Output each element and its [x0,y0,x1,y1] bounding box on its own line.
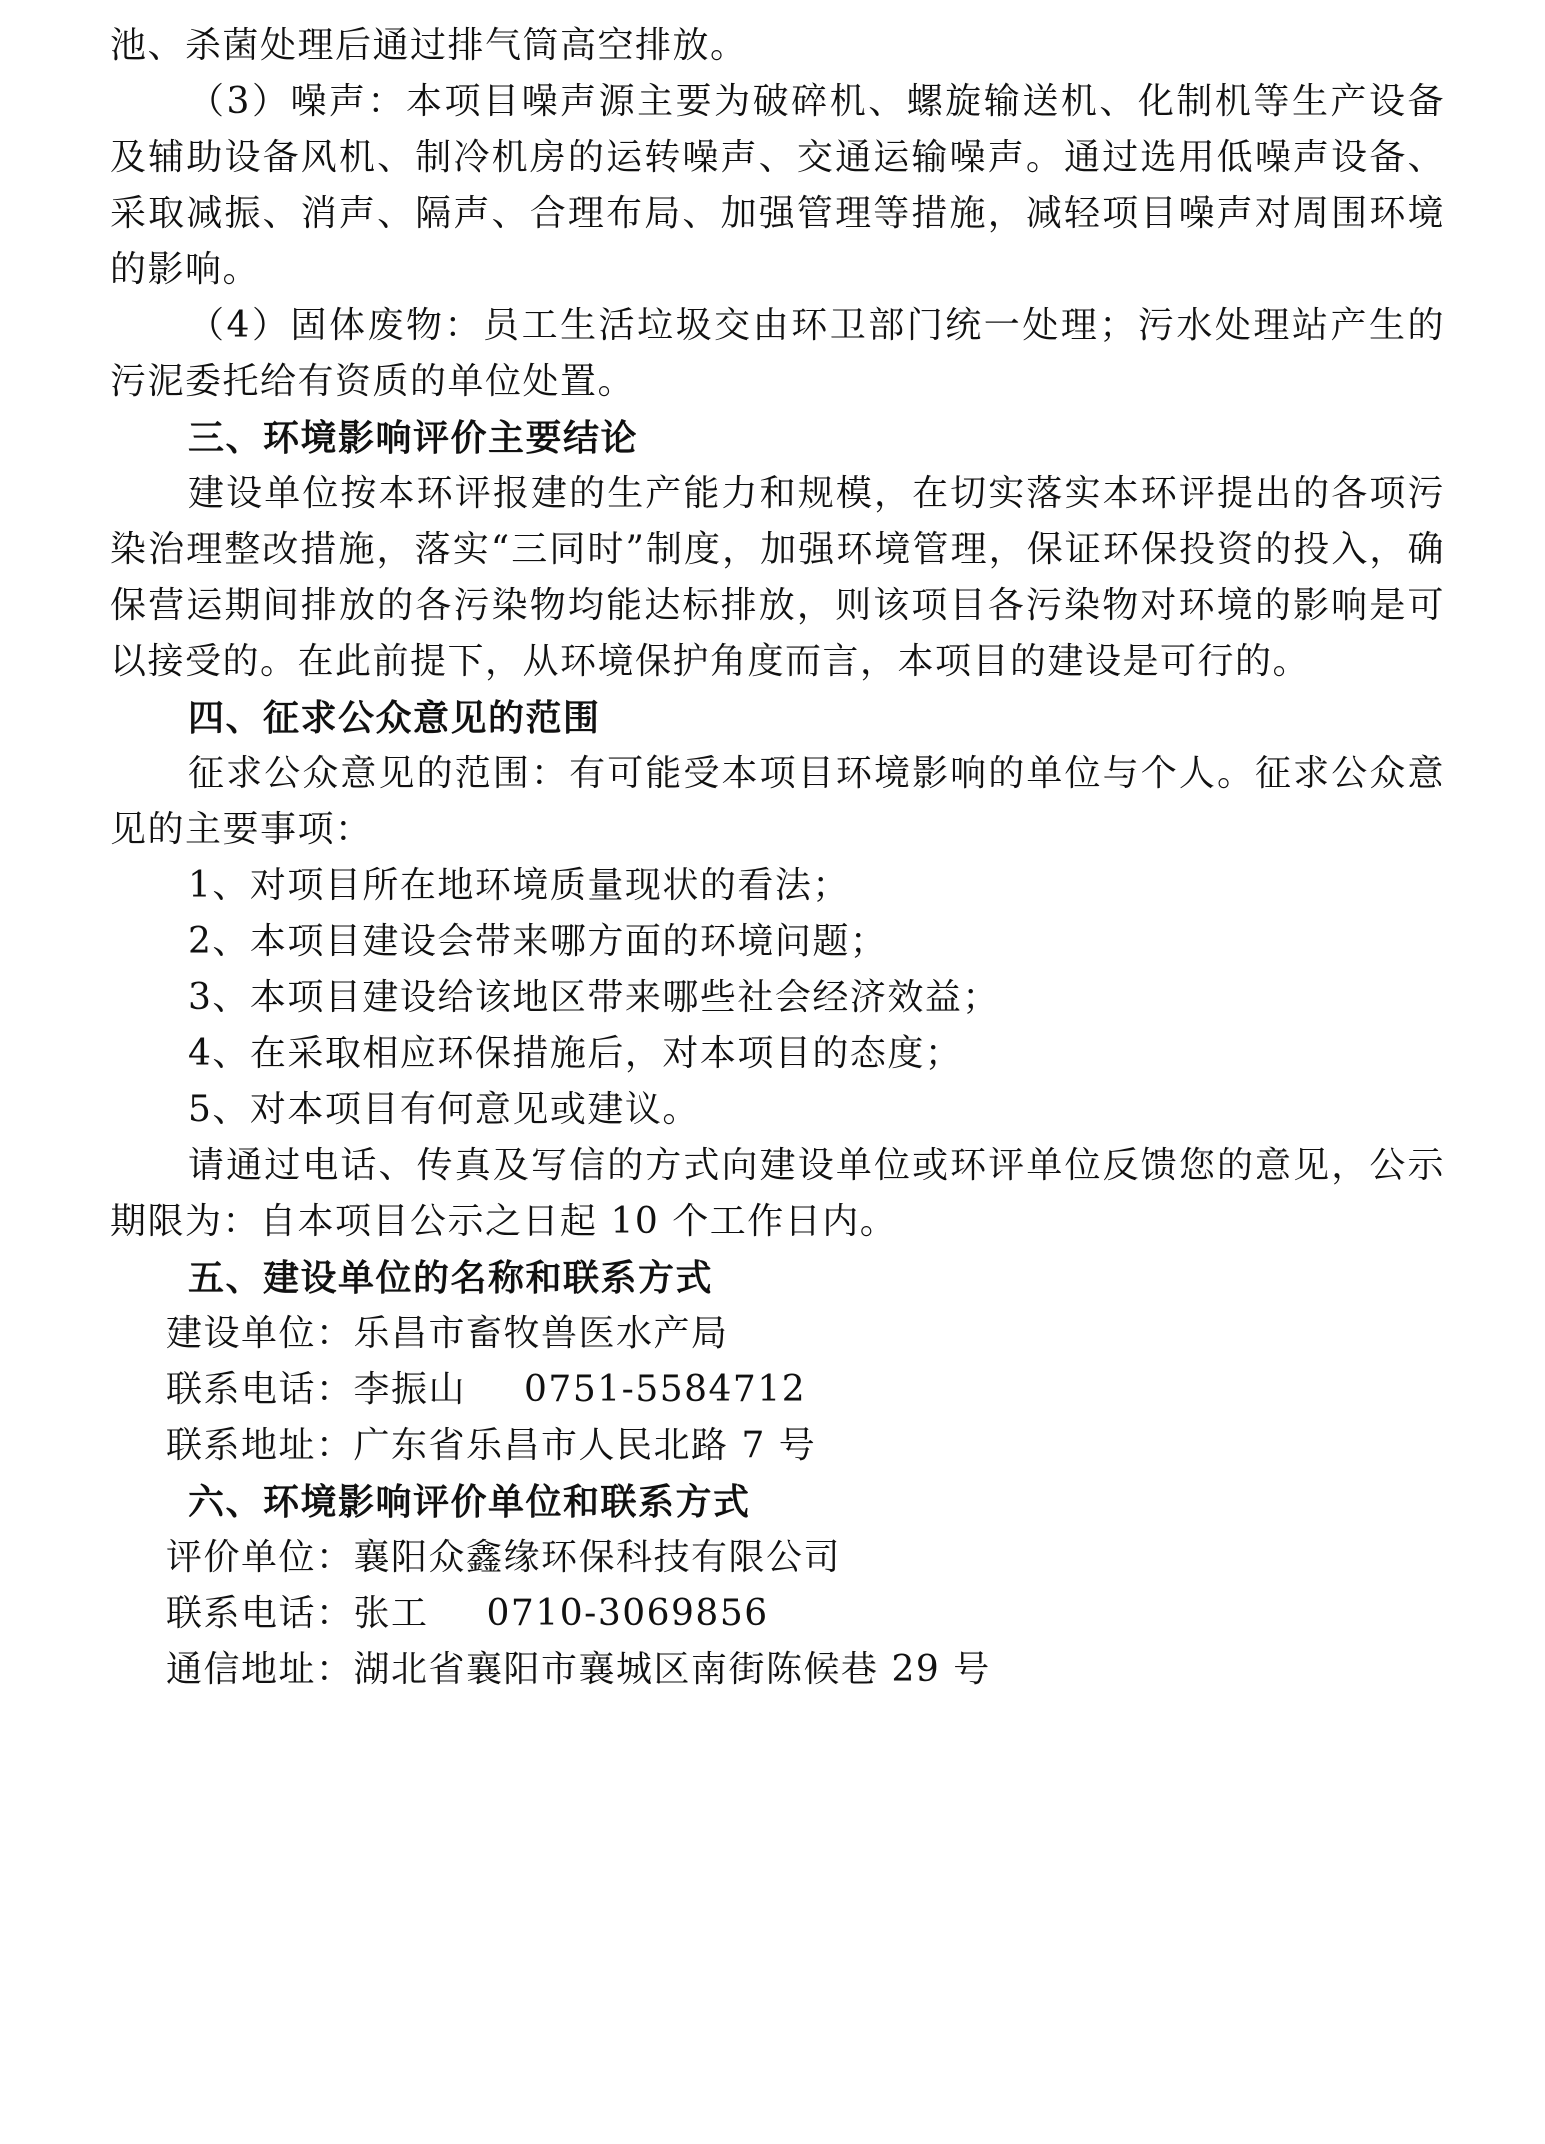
paragraph-feedback: 请通过电话、传真及写信的方式向建设单位或环评单位反馈您的意见，公示期限为：自本项目公示之日起 10 个工作日内。 [110,1145,1445,1242]
evaluator-address-value: 湖北省襄阳市襄城区南街陈候巷 29 号 [353,1649,991,1690]
list-item: 3、本项目建设给该地区带来哪些社会经济效益； [188,977,1000,1018]
evaluator-phone [110,1586,1445,1642]
paragraph-noise: （3）噪声：本项目噪声源主要为破碎机、螺旋输送机、化制机等生产设备及辅助设备风机、制冷机房的运转噪声、交通运输噪声。通过选用低噪声设备、采取减振、消声、隔声、合理布局、加强管理等措施，减轻项目噪声对周围环境的影响。 [110,81,1445,290]
evaluator-phone-label: 联系电话： [166,1593,354,1634]
builder-unit-value: 乐昌市畜牧兽医水产局 [353,1313,729,1354]
paragraph-solid-waste: （4）固体废物：员工生活垃圾交由环卫部门统一处理；污水处理站产生的污泥委托给有资质的单位处置。 [110,305,1445,402]
builder-address [110,1418,1445,1474]
heading-builder-contact: 五、建设单位的名称和联系方式 [188,1257,714,1299]
evaluator-phone-person: 张工 [353,1593,429,1634]
evaluator-address-label: 通信地址： [166,1649,354,1690]
list-item: 4、在采取相应环保措施后，对本项目的态度； [188,1033,963,1074]
paragraph-scope: 征求公众意见的范围：有可能受本项目环境影响的单位与个人。征求公众意见的主要事项： [110,753,1445,850]
list-item: 5、对本项目有何意见或建议。 [188,1089,700,1130]
builder-unit [110,1306,1445,1362]
list-item: 2、本项目建设会带来哪方面的环境问题； [188,921,888,962]
builder-phone [110,1362,1445,1418]
builder-address-value: 广东省乐昌市人民北路 7 号 [353,1425,817,1466]
evaluator-unit-label: 评价单位： [166,1537,354,1578]
evaluator-phone-number: 0710-3069856 [486,1593,769,1634]
paragraph-conclusion: 建设单位按本环评报建的生产能力和规模，在切实落实本环评提出的各项污染治理整改措施，落实“三同时”制度，加强环境管理，保证环保投资的投入，确保营运期间排放的各污染物均能达标排放，则该项目各污染物对环境的影响是可以接受的。在此前提下，从环境保护角度而言，本项目的建设是可行的。 [110,473,1445,682]
list-item: 1、对项目所在地环境质量现状的看法； [188,865,850,906]
evaluator-unit [110,1530,1445,1586]
builder-unit-label: 建设单位： [166,1313,354,1354]
document-page [110,18,1445,1698]
builder-phone-label: 联系电话： [166,1369,354,1410]
heading-conclusion: 三、环境影响评价主要结论 [188,417,639,459]
heading-evaluator-contact: 六、环境影响评价单位和联系方式 [188,1481,751,1523]
builder-address-label: 联系地址： [166,1425,354,1466]
builder-phone-number: 0751-5584712 [524,1369,807,1410]
evaluator-unit-value: 襄阳众鑫缘环保科技有限公司 [353,1537,842,1578]
builder-phone-person: 李振山 [353,1369,467,1410]
heading-public-scope: 四、征求公众意见的范围 [188,697,601,739]
paragraph-continuation: 池、杀菌处理后通过排气筒高空排放。 [110,25,748,66]
evaluator-address [110,1642,1445,1698]
